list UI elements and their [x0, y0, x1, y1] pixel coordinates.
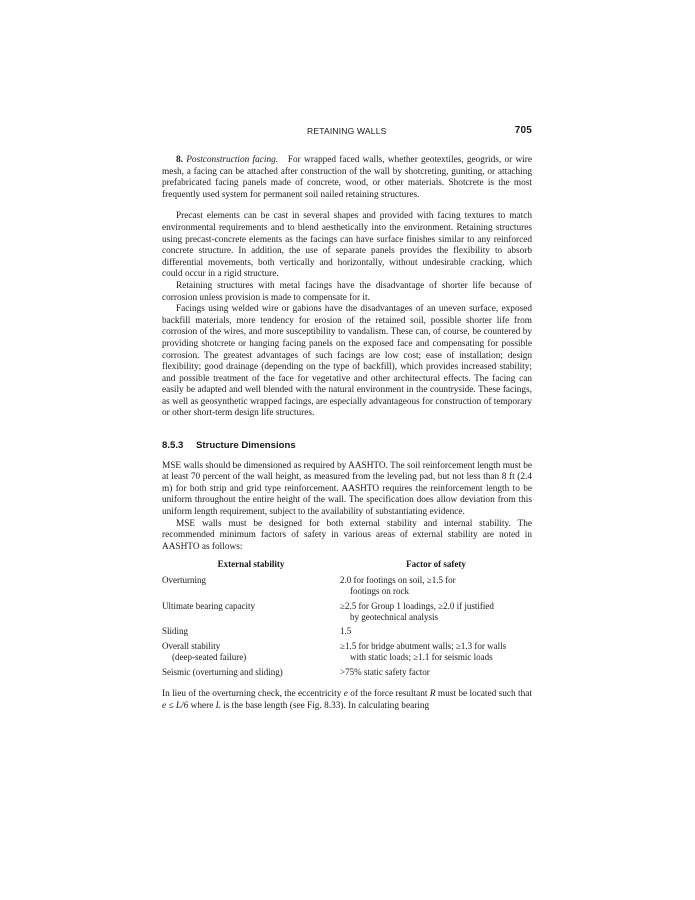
stability-label: Overturning	[162, 574, 206, 585]
page-body	[162, 155, 532, 712]
math-condition: e ≤ L/6	[162, 700, 189, 711]
math-variable: e	[343, 689, 348, 700]
table-header-row	[162, 559, 532, 574]
factor-value: 1.5	[340, 626, 352, 637]
factor-value-continuation: with static loads; ≥1.1 for seismic loads	[350, 652, 493, 663]
page-header	[162, 126, 532, 140]
paragraph-gap	[162, 201, 532, 211]
factor-value: ≥2.5 for Group 1 loadings, ≥2.0 if justified	[340, 600, 494, 611]
table-cell-stability	[162, 601, 340, 627]
table-cell-stability	[162, 626, 340, 640]
body-paragraph-precast: Precast elements can be cast in several shapes and provided with facing textures to match environmental requirements and to blend aesthetically into the environment. Retaining structures using precast-concrete elements as the facings can have surface finishes similar to any reinforced concrete structure. In addition, the use of separate panels provides the flexibility to absorb differential movements, both vertically and horizontally, without undesirable cracking, which could occur in a rigid structure.	[162, 211, 532, 280]
table-cell-factor	[340, 641, 532, 667]
section-paragraph-dimensions: MSE walls should be dimensioned as required by AASHTO. The soil reinforcement length must be at least 70 percent of the wall height, as measured from the leveling pad, but not less than 8 ft (2.4 m) for both strip and grid type reinforcement. AASHTO requires the reinforcement length to be uniform throughout the entire height of the wall. The specification does allow deviation from this uniform length requirement, subject to the availability of substantiating evidence.	[162, 460, 532, 518]
math-variable: L	[215, 700, 221, 711]
table-header-stability: External stability	[217, 559, 285, 570]
factor-value-continuation: footings on rock	[350, 586, 409, 597]
text-run: of the force resultant	[347, 689, 430, 700]
section-title: Structure Dimensions	[196, 440, 296, 452]
table-cell-stability	[162, 667, 340, 681]
table-cell-stability	[162, 575, 340, 601]
running-title: RETAINING WALLS	[307, 126, 387, 136]
stability-label: Overall stability	[162, 640, 221, 651]
factor-value: ≥1.5 for bridge abutment walls; ≥1.3 for walls	[340, 640, 507, 651]
stability-label: Ultimate bearing capacity	[162, 600, 255, 611]
section-heading	[162, 440, 532, 452]
item-number: 8.	[176, 155, 183, 165]
table-header-factor: Factor of safety	[406, 559, 466, 570]
body-paragraph-welded-wire: Facings using welded wire or gabions have the disadvantages of an uneven surface, exposed backfill materials, more tendency for erosion of the retained soil, possible shorter life from corrosion of the wires, and more susceptibility to vandalism. These can, of course, be countered by providing shotcrete or hanging facing panels on the exposed face and compensating for possible corrosion. The greatest advantages of such facings are low cost; ease of installation; design flexibility; good drainage (depending on the type of backfill), which provides increased stability; and possible treatment of the face for vegetative and other architectural effects. The facing can easily be adapted and well blended with the natural environment in the countryside. These facings, as well as geosynthetic wrapped facings, are especially advantageous for construction of temporary or other short-term design life structures.	[162, 304, 532, 419]
table-row	[162, 601, 532, 627]
text-run: is the base length (see Fig. 8.33). In calculating bearing	[220, 700, 430, 711]
math-variable: R	[429, 689, 436, 700]
table-cell-factor	[340, 575, 532, 601]
table-cell-factor	[340, 667, 532, 681]
table-row	[162, 626, 532, 640]
stability-label-continuation: (deep-seated failure)	[172, 652, 247, 663]
table-row	[162, 575, 532, 601]
item-text: For wrapped faced walls, whether geotextiles, geogrids, or wire mesh, a facing can be attached after construction of the wall by shotcreting, guniting, or attaching prefabricated facing panels made of concrete, wood, or other materials. Shotcrete is the most frequently used system for permanent soil nailed retaining structures.	[162, 155, 532, 200]
stability-label: Sliding	[162, 626, 189, 637]
item-8-paragraph	[162, 155, 532, 201]
factor-value: >75% static safety factor	[340, 666, 430, 677]
table-cell-factor	[340, 626, 532, 640]
factor-value: 2.0 for footings on soil, ≥1.5 for	[340, 574, 456, 585]
table-row	[162, 667, 532, 681]
body-paragraph-metal: Retaining structures with metal facings have the disadvantage of shorter life because of corrosion unless provision is made to compensate for it.	[162, 280, 532, 303]
text-run: must be located such that	[435, 689, 532, 700]
table-cell-factor	[340, 601, 532, 627]
table-row	[162, 641, 532, 667]
text-run: where	[188, 700, 216, 711]
item-title: Postconstruction facing.	[186, 155, 279, 165]
section-number: 8.5.3	[162, 440, 184, 452]
section-paragraph-stability: MSE walls must be designed for both external stability and internal stability. The recommended minimum factors of safety in various areas of external stability are noted in AASHTO as follows:	[162, 518, 532, 552]
factor-value-continuation: by geotechnical analysis	[350, 612, 438, 623]
page-number: 705	[514, 125, 532, 136]
stability-label: Seismic (overturning and sliding)	[162, 666, 283, 677]
safety-factor-table	[162, 559, 532, 681]
table-cell-stability	[162, 641, 340, 667]
final-paragraph	[162, 689, 532, 712]
text-run: In lieu of the overturning check, the eccentricity	[162, 689, 344, 700]
